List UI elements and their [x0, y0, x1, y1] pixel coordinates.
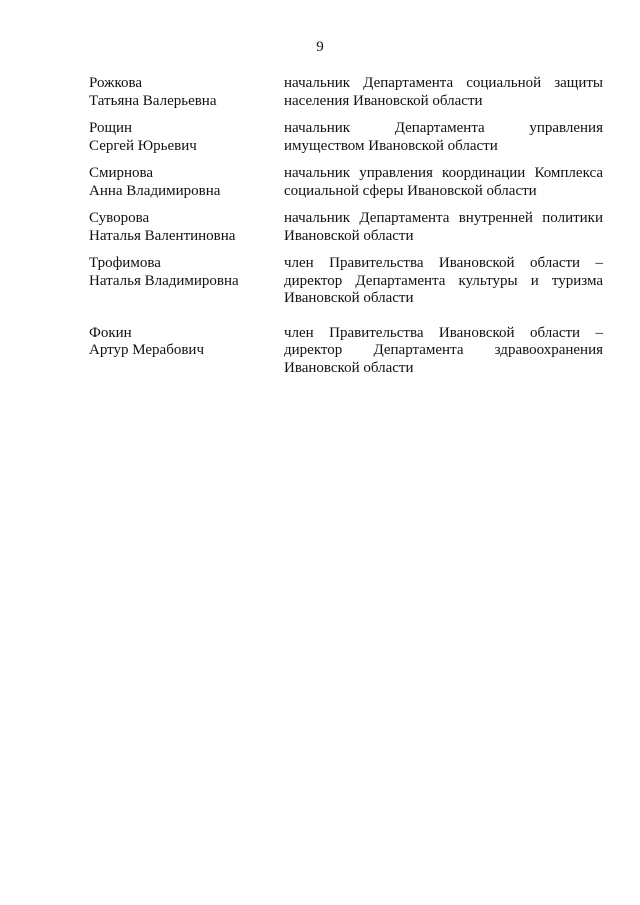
page-number: 9 [316, 39, 324, 55]
list-item [89, 165, 603, 200]
member-surname: Смирнова [89, 165, 154, 181]
member-surname: Трофимова [89, 255, 161, 271]
member-name [89, 325, 284, 378]
member-name [89, 75, 284, 110]
member-name [89, 120, 284, 155]
member-given-names: Татьяна Валерьевна [89, 92, 217, 109]
list-item [89, 255, 603, 308]
list-item [89, 75, 603, 110]
member-given-names: Наталья Валентиновна [89, 227, 236, 244]
member-name [89, 165, 284, 200]
member-position: начальник Департамента внутренней политики Ивановской области [284, 210, 603, 244]
list-item [89, 325, 603, 378]
member-position: начальник Департамента социальной защиты населения Ивановской области [284, 75, 603, 109]
member-surname: Фокин [89, 324, 132, 341]
member-given-names: Сергей Юрьевич [89, 137, 197, 154]
member-list [89, 75, 603, 387]
member-given-names: Анна Владимировна [89, 182, 221, 199]
member-position: начальник управления координации Комплекса социальной сферы Ивановской области [284, 165, 603, 199]
member-given-names: Наталья Владимировна [89, 272, 239, 289]
member-surname: Суворова [89, 210, 150, 226]
member-name [89, 210, 284, 245]
member-name [89, 255, 284, 308]
member-position: начальник Департамента управления имуществом Ивановской области [284, 120, 603, 154]
member-position: член Правительства Ивановской области – директор Департамента здравоохранения Ивановской области [284, 324, 603, 376]
list-item [89, 120, 603, 155]
list-item [89, 210, 603, 245]
member-position: член Правительства Ивановской области – директор Департамента культуры и туризма Ивановской области [284, 255, 603, 306]
member-surname: Рощин [89, 120, 133, 136]
member-surname: Рожкова [89, 75, 143, 91]
member-given-names: Артур Мерабович [89, 342, 204, 358]
